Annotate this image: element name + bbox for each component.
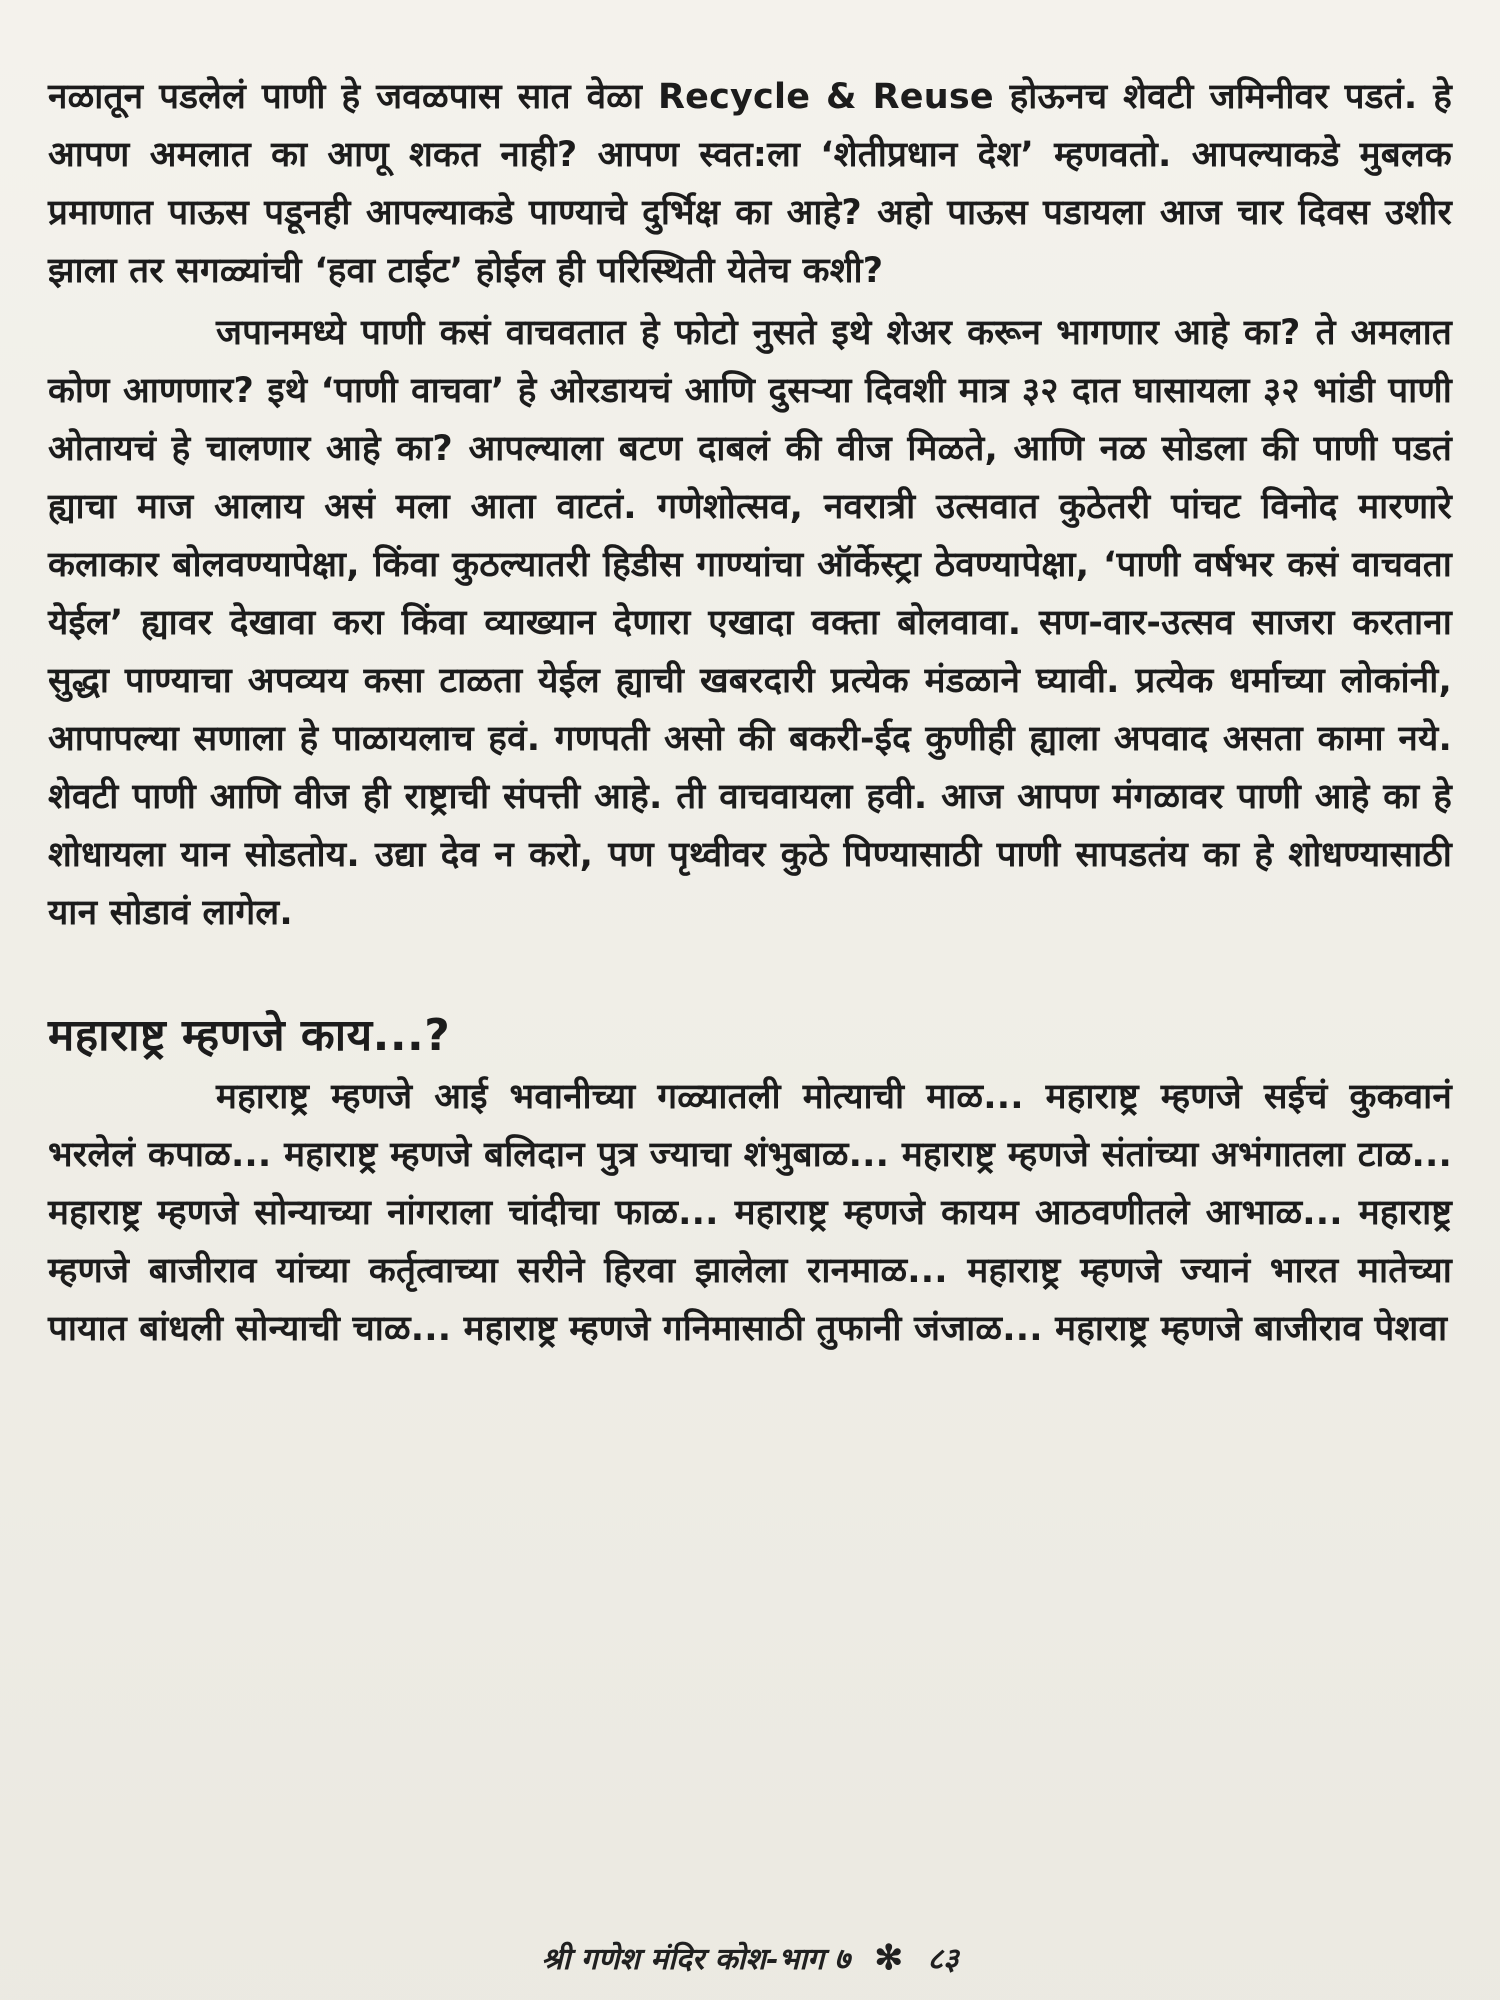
footer-title: श्री गणेश मंदिर कोश-भाग ७: [541, 1942, 851, 1977]
paragraph-save-water: जपानमध्ये पाणी कसं वाचवतात हे फोटो नुसते इथे शेअर करून भागणार आहे का? ते अमलात कोण आणणार? इथे ‘पाणी वाचवा’ हे ओरडायचं आणि दुसऱ्या दिवशी मात्र ३२ दात घासायला ३२ भांडी पाणी ओतायचं हे चालणार आहे का? आपल्याला बटण दाबलं की वीज मिळते, आणि नळ सोडला की पाणी पडतं ह्याचा माज आलाय असं मला आता वाटतं. गणेशोत्सव, नवरात्री उत्सवात कुठेतरी पांचट विनोद मारणारे कलाकार बोलवण्यापेक्षा, किंवा कुठल्यातरी हिडीस गाण्यांचा ऑर्केस्ट्रा ठेवण्यापेक्षा, ‘पाणी वर्षभर कसं वाचवता येईल’ ह्यावर देखावा करा किंवा व्याख्यान देणारा एखादा वक्ता बोलवावा. सण-वार-उत्सव साजरा करताना सुद्धा पाण्याचा अपव्यय कसा टाळता येईल ह्याची खबरदारी प्रत्येक मंडळाने घ्यावी. प्रत्येक धर्माच्या लोकांनी, आपापल्या सणाला हे पाळायलाच हवं. गणपती असो की बकरी-ईद कुणीही ह्याला अपवाद असता कामा नये. शेवटी पाणी आणि वीज ही राष्ट्राची संपत्ती आहे. ती वाचवायला हवी. आज आपण मंगळावर पाणी आहे का हे शोधायला यान सोडतोय. उद्या देव न करो, पण पृथ्वीवर कुठे पिण्यासाठी पाणी सापडतंय का हे शोधण्यासाठी यान सोडावं लागेल.: [48, 313, 1452, 933]
paragraph-water-recycling: नळातून पडलेलं पाणी हे जवळपास सात वेळा Recycle & Reuse होऊनच शेवटी जमिनीवर पडतं. हे आपण अमलात का आणू शकत नाही? आपण स्वत:ला ‘शेतीप्रधान देश’ म्हणवतो. आपल्याकडे मुबलक प्रमाणात पाऊस पडूनही आपल्याकडे पाण्याचे दुर्भिक्ष का आहे? अहो पाऊस पडायला आज चार दिवस उशीर झाला तर सगळ्यांची ‘हवा टाईट’ होईल ही परिस्थिती येतेच कशी?: [48, 77, 1452, 291]
ornament-icon: ✻: [874, 1938, 903, 1978]
page-footer: [0, 1937, 1500, 1978]
paragraph-maharashtra: महाराष्ट्र म्हणजे आई भवानीच्या गळ्यातली मोत्याची माळ... महाराष्ट्र म्हणजे सईचं कुकवानं भरलेलं कपाळ... महाराष्ट्र म्हणजे बलिदान पुत्र ज्याचा शंभुबाळ... महाराष्ट्र म्हणजे संतांच्या अभंगातला टाळ... महाराष्ट्र म्हणजे सोन्याच्या नांगराला चांदीचा फाळ... महाराष्ट्र म्हणजे कायम आठवणीतले आभाळ... महाराष्ट्र म्हणजे बाजीराव यांच्या कर्तृत्वाच्या सरीने हिरवा झालेला रानमाळ... महाराष्ट्र म्हणजे ज्यानं भारत मातेच्या पायात बांधली सोन्याची चाळ... महाराष्ट्र म्हणजे गनिमासाठी तुफानी जंजाळ... महाराष्ट्र म्हणजे बाजीराव पेशवा: [48, 1077, 1452, 1349]
page-number: ८३: [927, 1942, 959, 1977]
section-heading: महाराष्ट्र म्हणजे काय...?: [48, 1010, 451, 1061]
